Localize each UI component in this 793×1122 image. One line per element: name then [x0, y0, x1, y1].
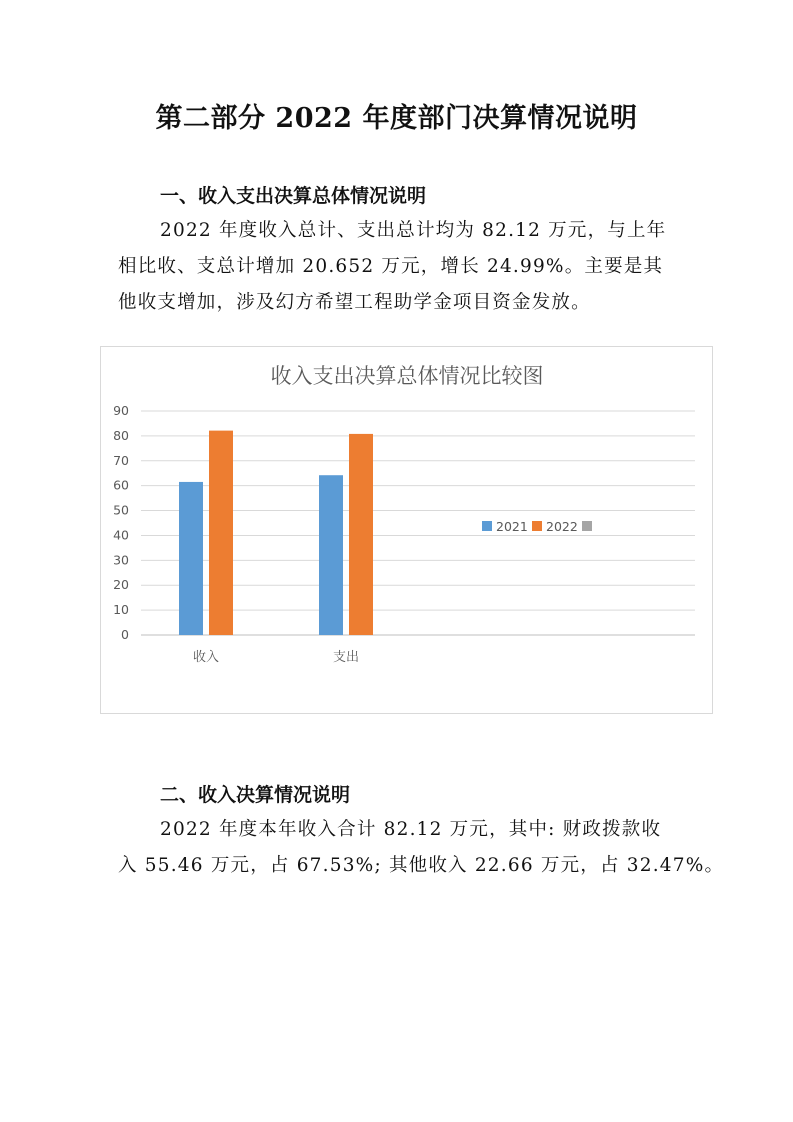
page-title: 第二部分 2022 年度部门决算情况说明 [155, 103, 638, 134]
category-label: 收入 [192, 650, 220, 665]
y-tick-label: 0 [121, 627, 129, 642]
section-heading-income: 二、收入决算情况说明 [160, 784, 351, 806]
bar-2022-收入 [209, 431, 233, 635]
legend-label: 2021 [496, 519, 528, 534]
y-tick-label: 60 [113, 477, 129, 493]
paragraph-line: 他收支增加，涉及幻方希望工程助学金项目资金发放。 [118, 292, 591, 313]
y-tick-label: 50 [113, 502, 129, 518]
paragraph-line: 2022 年度收入总计、支出总计均为 82.12 万元，与上年 [160, 220, 667, 241]
y-tick-label: 10 [113, 602, 129, 618]
bar-2022-支出 [349, 434, 373, 635]
chart-svg [101, 347, 712, 713]
section-heading-overview: 一、收入支出决算总体情况说明 [160, 185, 427, 207]
comparison-chart [100, 346, 713, 714]
legend-swatch [532, 521, 542, 531]
y-tick-label: 80 [113, 427, 129, 443]
y-tick-label: 40 [113, 527, 129, 543]
bar-2021-支出 [319, 475, 343, 635]
category-label: 支出 [332, 650, 360, 665]
paragraph-income [118, 812, 725, 884]
bar-2021-收入 [179, 482, 203, 635]
y-tick-label: 90 [113, 403, 129, 418]
paragraph-line: 入 55.46 万元，占 67.53%; 其他收入 22.66 万元，占 32.47%。 [118, 855, 725, 876]
legend-swatch [482, 521, 492, 531]
paragraph-line: 2022 年度本年收入合计 82.12 万元，其中: 财政拨款收 [160, 819, 662, 840]
legend-label: 2022 [546, 519, 578, 534]
chart-title: 收入支出决算总体情况比较图 [270, 364, 544, 388]
paragraph-overview [118, 213, 678, 321]
y-tick-label: 30 [113, 552, 129, 568]
legend-swatch [582, 521, 592, 531]
paragraph-line: 相比收、支总计增加 20.652 万元，增长 24.99%。主要是其 [118, 256, 664, 277]
y-tick-label: 20 [113, 577, 129, 593]
y-tick-label: 70 [113, 452, 129, 468]
